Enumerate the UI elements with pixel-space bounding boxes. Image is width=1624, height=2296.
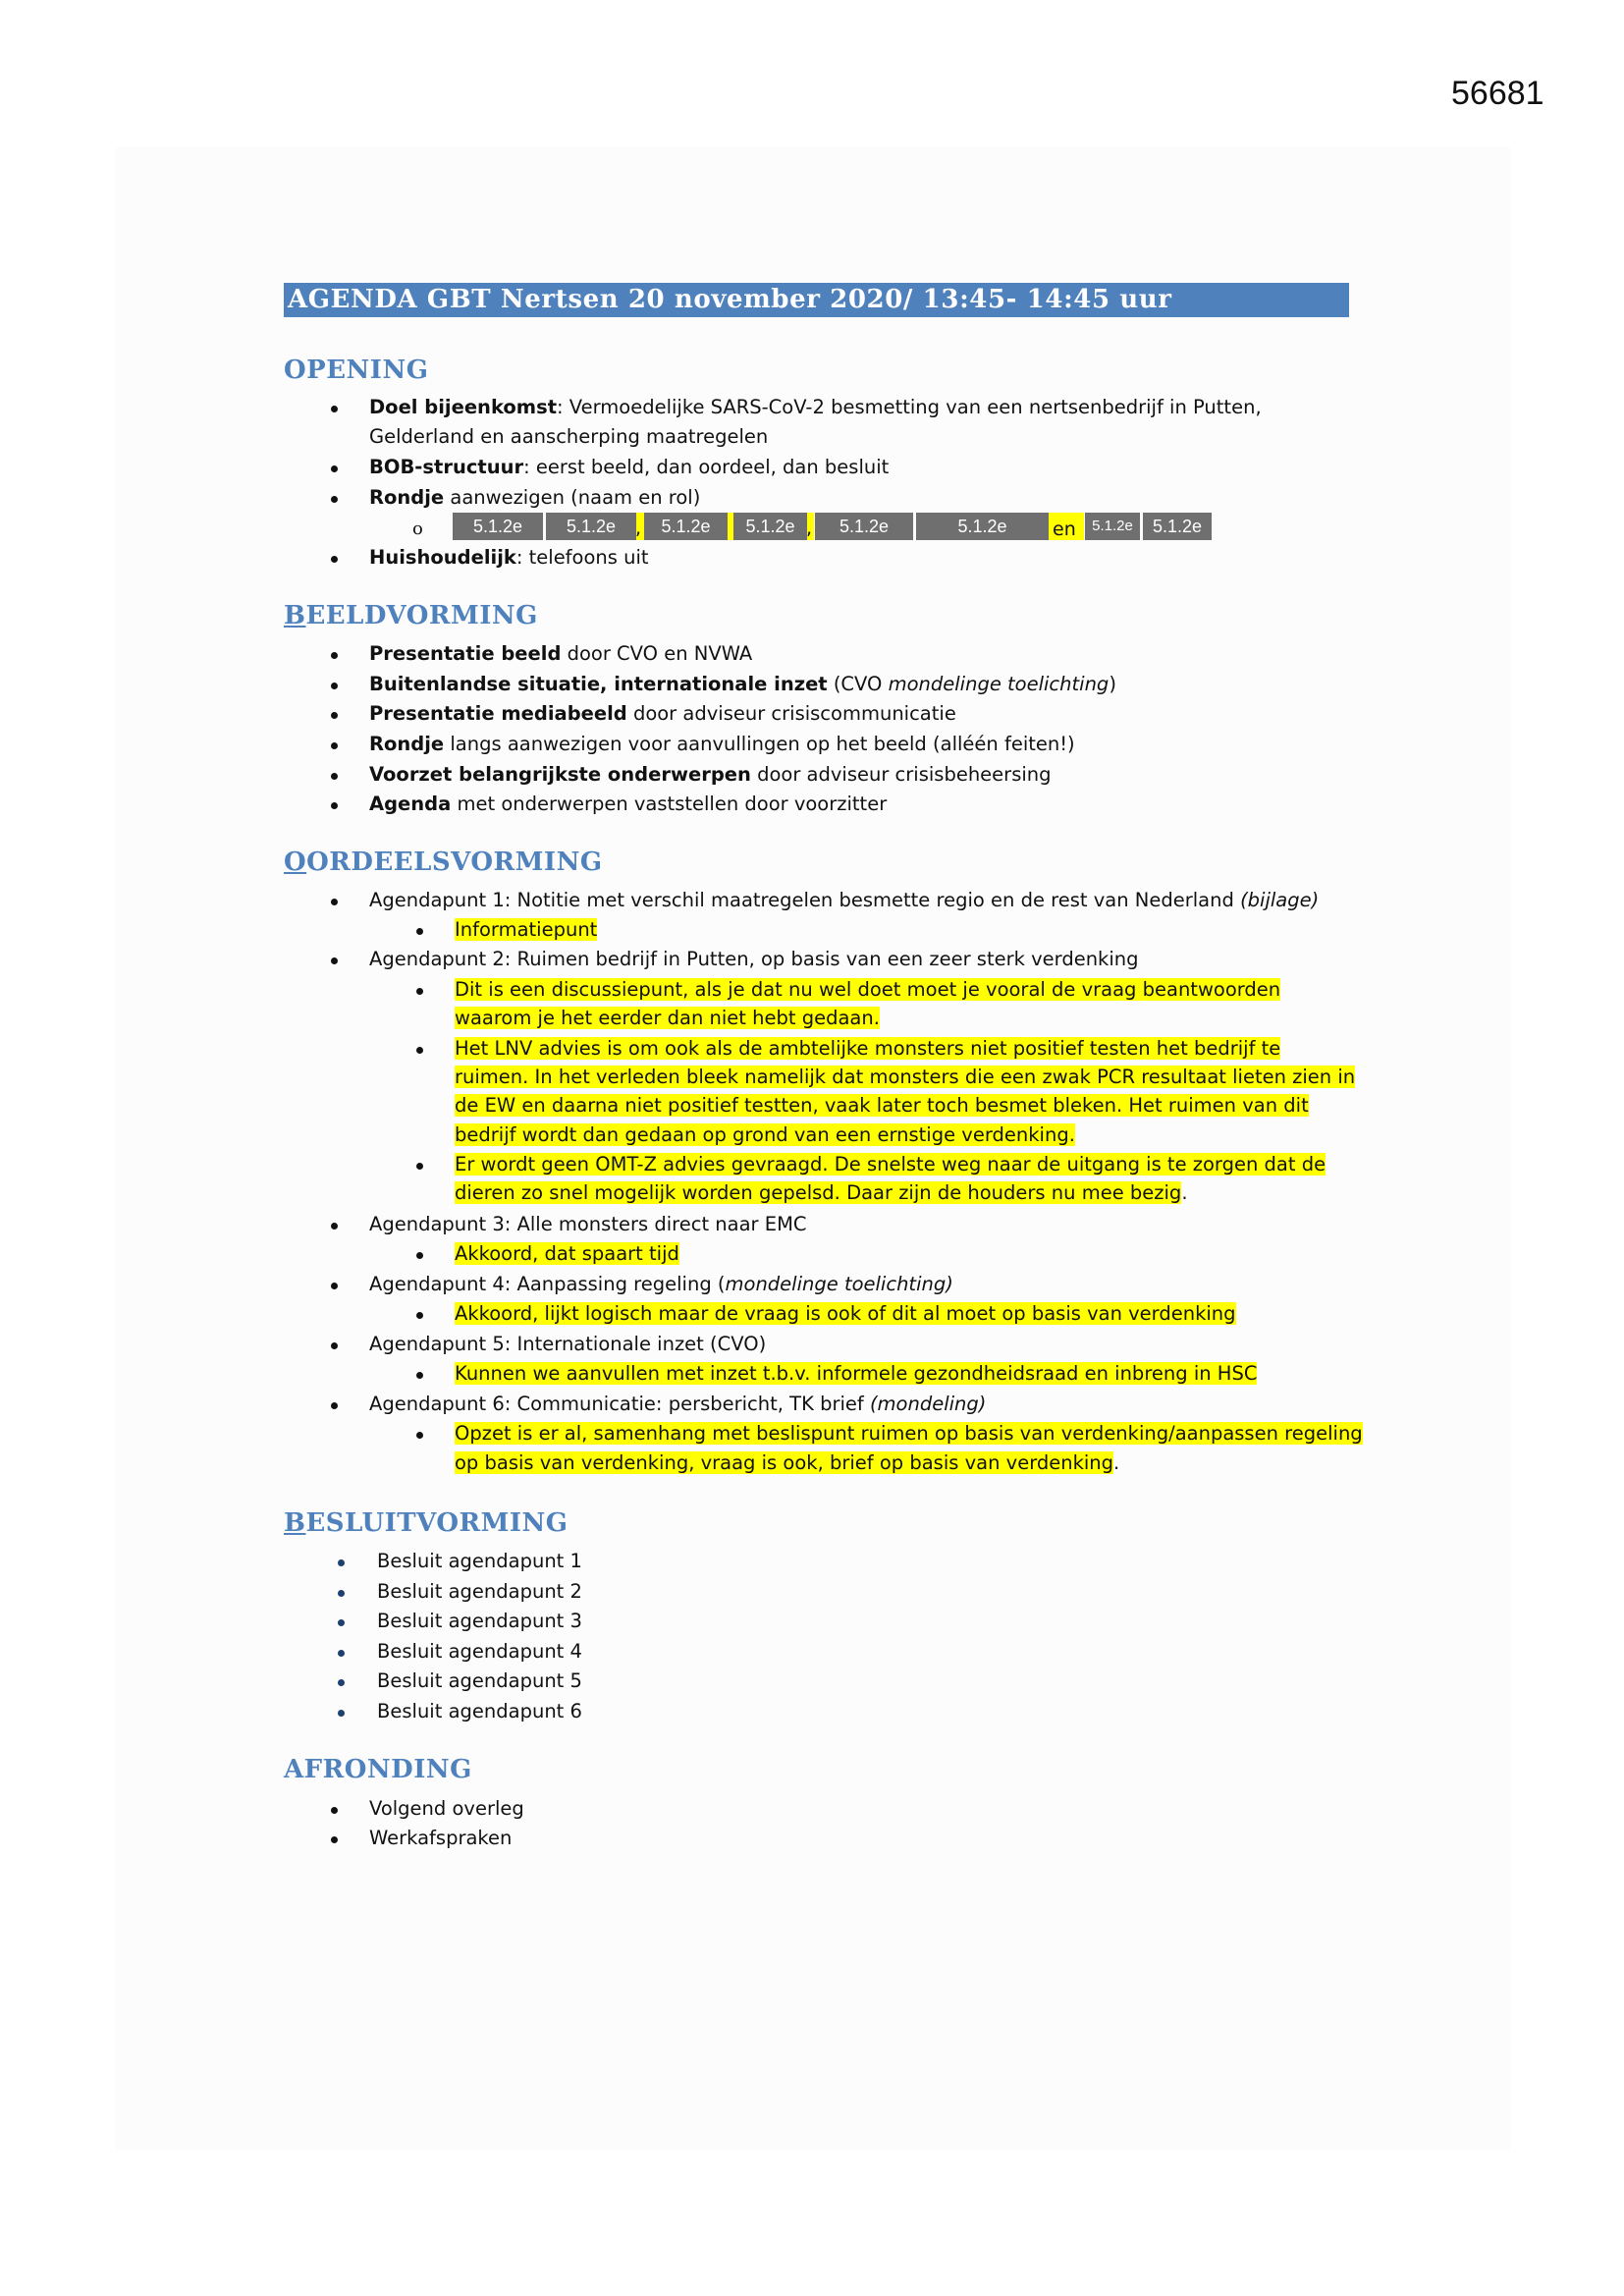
agendapunt-text: Agendapunt 4: Aanpassing regeling ( — [369, 1273, 726, 1295]
beeld-item — [369, 733, 1075, 756]
agendapunt-6-note-line — [455, 1451, 1119, 1475]
bullet — [331, 1402, 338, 1409]
agendapunt-2: Agendapunt 2: Ruimen bedrijf in Putten, op basis van een zeer sterk verdenking — [369, 948, 1139, 970]
bullet — [338, 1590, 345, 1597]
agendapunt-text: Agendapunt 1: Notitie met verschil maatregelen besmette regio en de rest van Nederland — [369, 889, 1241, 911]
heading-beeldvorming — [284, 601, 538, 630]
bullet — [331, 1807, 338, 1814]
beeld-item — [369, 642, 752, 666]
highlighted-note: dieren zo snel mogelijk worden gepelsd. Daar zijn de houders nu mee bezig — [455, 1181, 1182, 1204]
highlighted-note: bedrijf wordt dan gedaan op grond van een ernstige verdenking. — [455, 1123, 1075, 1146]
bullet — [331, 1283, 338, 1289]
agendapunt-2-note-line — [455, 978, 1280, 1002]
bob-label: BOB-structuur — [369, 456, 524, 478]
opening-huishoudelijk — [369, 546, 649, 570]
redaction-box: 5.1.2e — [1143, 513, 1212, 540]
opening-doel-cont: Gelderland en aanscherping maatregelen — [369, 425, 769, 448]
beeld-item — [369, 673, 1116, 696]
highlighted-note: Er wordt geen OMT-Z advies gevraagd. De snelste weg naar de uitgang is te zorgen dat de — [455, 1153, 1326, 1175]
heading-initial: B — [284, 601, 306, 630]
agendapunt-2-note-line — [455, 1066, 1355, 1089]
bullet — [331, 556, 338, 563]
bullet — [416, 1312, 423, 1319]
bullet — [416, 1372, 423, 1379]
rondje-text: aanwezigen (naam en rol) — [444, 486, 701, 509]
highlighted-note: Opzet is er al, samenhang met beslispunt ruimen op basis van verdenking/aanpassen regeling — [455, 1422, 1363, 1445]
besluit-item: Besluit agendapunt 6 — [377, 1700, 582, 1722]
agendapunt-1-note — [455, 918, 597, 942]
opening-bob — [369, 456, 889, 479]
agendapunt-text: Agendapunt 6: Communicatie: persbericht, TK brief — [369, 1393, 870, 1415]
beeld-item-text: door CVO en NVWA — [561, 642, 753, 665]
agenda-title: AGENDA GBT Nertsen 20 november 2020/ 13:45- 14:45 uur — [284, 283, 1349, 317]
highlighted-note: waarom je het eerder dan niet hebt gedaan. — [455, 1007, 880, 1029]
besluit-item: Besluit agendapunt 2 — [377, 1580, 582, 1603]
agendapunt-3-note — [455, 1242, 679, 1266]
redaction-box: 5.1.2e — [546, 513, 636, 540]
doel-text: : Vermoedelijke SARS-CoV-2 besmetting van een nertsenbedrijf in Putten, — [557, 396, 1262, 418]
highlighted-note: Akkoord, lijkt logisch maar de vraag is ook of dit al moet op basis van verdenking — [455, 1302, 1236, 1325]
redaction-box: 5.1.2e — [916, 513, 1049, 540]
agendapunt-italic: (bijlage) — [1240, 889, 1320, 911]
opening-doel — [369, 396, 1262, 419]
bullet — [331, 957, 338, 964]
redaction-box: 5.1.2e — [1085, 513, 1140, 540]
huis-text: : telefoons uit — [515, 546, 649, 569]
highlighted-note: op basis van verdenking, vraag is ook, brief op basis van verdenking — [455, 1451, 1114, 1474]
agendapunt-italic: mondelinge toelichting) — [725, 1273, 953, 1295]
agendapunt-6 — [369, 1393, 986, 1416]
separator-comma: , — [635, 518, 642, 539]
heading-besluitvorming — [284, 1508, 568, 1538]
heading-opening: OPENING — [284, 355, 429, 385]
highlighted-note: ruimen. In het verleden bleek namelijk dat monsters die een zwak PCR resultaat lieten zien in — [455, 1066, 1356, 1088]
beeld-item-text: langs aanwezigen voor aanvullingen op het beeld (alléén feiten!) — [444, 733, 1075, 755]
heading-initial: O — [284, 847, 307, 877]
bullet — [338, 1710, 345, 1717]
heading-rest: ESLUITVORMING — [305, 1508, 568, 1538]
afronding-item: Werkafspraken — [369, 1827, 513, 1849]
heading-initial: B — [284, 1508, 306, 1538]
bullet — [331, 1342, 338, 1349]
agendapunt-1 — [369, 889, 1319, 912]
bullet — [331, 712, 338, 719]
bullet — [331, 773, 338, 780]
bullet — [331, 652, 338, 659]
besluit-item: Besluit agendapunt 5 — [377, 1669, 582, 1692]
beeld-item — [369, 793, 887, 816]
agendapunt-2-note-line — [455, 1123, 1075, 1147]
bullet — [331, 496, 338, 503]
bullet — [416, 1163, 423, 1170]
agendapunt-5: Agendapunt 5: Internationale inzet (CVO) — [369, 1333, 767, 1355]
bullet — [338, 1619, 345, 1626]
agendapunt-6-note-line — [455, 1422, 1363, 1446]
highlighted-note: Het LNV advies is om ook als de ambtelijke monsters niet positief testen het bedrijf te — [455, 1037, 1281, 1060]
beeld-item-after: ) — [1109, 673, 1116, 695]
opening-rondje — [369, 486, 700, 510]
heading-rest: EELDVORMING — [305, 601, 538, 630]
bullet — [416, 988, 423, 995]
sub-bullet-marker: o — [412, 519, 423, 539]
highlighted-note: Informatiepunt — [455, 918, 598, 941]
beeld-item-bold: Agenda — [369, 793, 452, 815]
bullet — [338, 1650, 345, 1657]
bullet — [416, 928, 423, 935]
agendapunt-2-note-line — [455, 1037, 1280, 1061]
doel-label: Doel bijeenkomst — [369, 396, 558, 418]
heading-afronding: AFRONDING — [284, 1755, 472, 1784]
huis-label: Huishoudelijk — [369, 546, 516, 569]
bullet — [331, 899, 338, 905]
highlighted-note: Akkoord, dat spaart tijd — [455, 1242, 679, 1265]
beeld-item — [369, 702, 956, 726]
document-number: 56681 — [1451, 75, 1544, 112]
agendapunt-2-note-line — [455, 1181, 1188, 1205]
highlighted-note: Dit is een discussiepunt, als je dat nu wel doet moet je vooral de vraag beantwoorden — [455, 978, 1281, 1001]
note-tail: . — [1181, 1181, 1188, 1204]
bullet — [338, 1559, 345, 1566]
heading-oordeelsvorming — [284, 847, 603, 877]
separator-en: en — [1053, 519, 1076, 540]
beeld-item — [369, 763, 1052, 787]
bullet — [338, 1679, 345, 1686]
redaction-box: 5.1.2e — [733, 513, 807, 540]
bullet — [331, 1836, 338, 1843]
agendapunt-3: Agendapunt 3: Alle monsters direct naar EMC — [369, 1213, 807, 1235]
beeld-item-bold: Voorzet belangrijkste onderwerpen — [369, 763, 751, 786]
agendapunt-2-note-line — [455, 1094, 1309, 1118]
bullet — [331, 406, 338, 412]
highlighted-note: de EW en daarna niet positief testten, vaak later toch besmet bleken. Het ruimen van dit — [455, 1094, 1309, 1117]
highlighted-note: Kunnen we aanvullen met inzet t.b.v. informele gezondheidsraad en inbreng in HSC — [455, 1362, 1258, 1385]
besluit-item: Besluit agendapunt 3 — [377, 1610, 582, 1632]
beeld-item-bold: Rondje — [369, 733, 445, 755]
note-tail: . — [1113, 1451, 1120, 1474]
agendapunt-5-note — [455, 1362, 1257, 1386]
agendapunt-4-note — [455, 1302, 1236, 1326]
bullet — [416, 1252, 423, 1259]
bullet — [331, 802, 338, 809]
bullet — [331, 683, 338, 689]
agendapunt-4 — [369, 1273, 953, 1296]
agendapunt-italic: (mondeling) — [869, 1393, 987, 1415]
beeld-item-text: met onderwerpen vaststellen door voorzitter — [451, 793, 888, 815]
besluit-item: Besluit agendapunt 1 — [377, 1550, 582, 1572]
bullet — [416, 1432, 423, 1439]
redaction-box: 5.1.2e — [644, 513, 728, 540]
rondje-label: Rondje — [369, 486, 445, 509]
bob-text: : eerst beeld, dan oordeel, dan besluit — [523, 456, 890, 478]
redaction-box: 5.1.2e — [453, 513, 543, 540]
beeld-item-text: door adviseur crisiscommunicatie — [626, 702, 956, 725]
redaction-box: 5.1.2e — [815, 513, 913, 540]
page-background — [116, 147, 1510, 2151]
beeld-item-italic: mondelinge toelichting — [888, 673, 1110, 695]
beeld-item-bold: Buitenlandse situatie, internationale inzet — [369, 673, 828, 695]
agendapunt-2-note-line — [455, 1007, 880, 1030]
heading-rest: ORDEELSVORMING — [306, 847, 603, 877]
separator-comma: , — [806, 518, 813, 539]
beeld-item-bold: Presentatie beeld — [369, 642, 562, 665]
agendapunt-2-note-line — [455, 1153, 1326, 1176]
afronding-item: Volgend overleg — [369, 1797, 524, 1820]
beeld-item-bold: Presentatie mediabeeld — [369, 702, 627, 725]
bullet — [331, 1223, 338, 1230]
bullet — [331, 465, 338, 472]
beeld-item-text: (CVO — [827, 673, 889, 695]
bullet — [416, 1047, 423, 1054]
beeld-item-text: door adviseur crisisbeheersing — [750, 763, 1052, 786]
bullet — [331, 742, 338, 749]
besluit-item: Besluit agendapunt 4 — [377, 1640, 582, 1663]
